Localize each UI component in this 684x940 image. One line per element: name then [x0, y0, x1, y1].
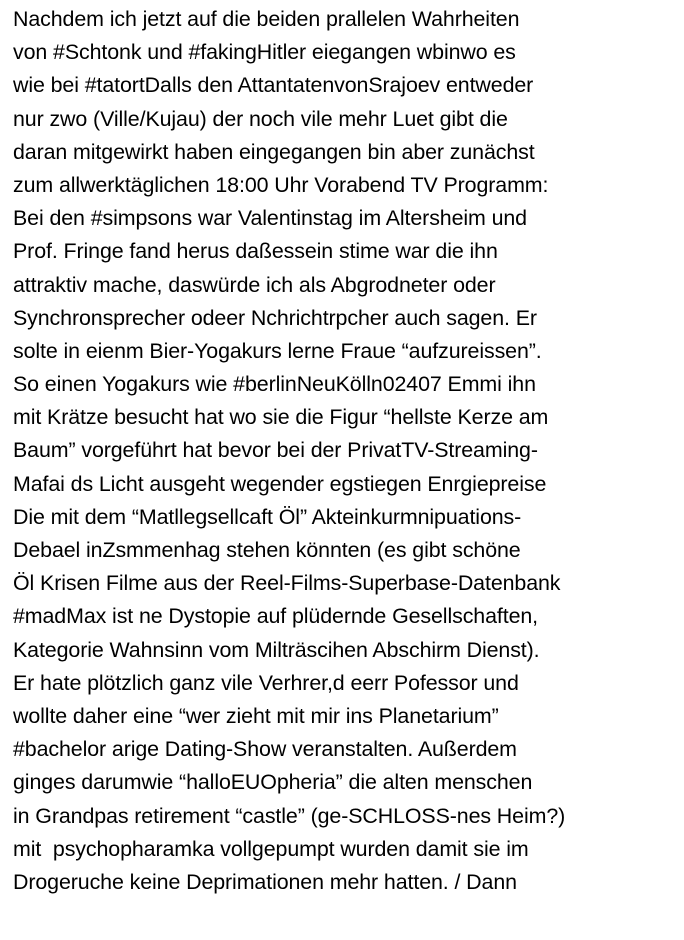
- text-line: wollte daher eine “wer zieht mit mir ins Planetarium”: [13, 703, 499, 728]
- text-line: wie bei #tatortDalls den AttantatenvonSrajoev entweder: [13, 73, 534, 98]
- text-line: mit Krätze besucht hat wo sie die Figur “hellste Kerze am: [13, 405, 549, 430]
- text-line: #madMax ist ne Dystopie auf plüdernde Gesellschaften,: [13, 604, 539, 629]
- document-body-text: [13, 3, 681, 899]
- text-line: mit psychopharamka vollgepumpt wurden damit sie im: [13, 836, 529, 861]
- text-line: daran mitgewirkt haben eingegangen bin aber zunächst: [13, 139, 535, 164]
- text-line: Synchronsprecher odeer Nchrichtrpcher auch sagen. Er: [13, 305, 537, 330]
- text-line: Baum” vorgeführt hat bevor bei der PrivatTV-Streaming-: [13, 438, 538, 463]
- text-line: Bei den #simpsons war Valentinstag im Altersheim und: [13, 206, 527, 231]
- text-line: #bachelor arige Dating-Show veranstalten. Außerdem: [13, 737, 517, 762]
- text-line: Kategorie Wahnsinn vom Milträscihen Abschirm Dienst).: [13, 637, 540, 662]
- text-line: in Grandpas retirement “castle” (ge-SCHLOSS-nes Heim?): [13, 803, 566, 828]
- text-line: Mafai ds Licht ausgeht wegender egstiegen Enrgiepreise: [13, 471, 547, 496]
- text-line: So einen Yogakurs wie #berlinNeuKölln02407 Emmi ihn: [13, 372, 536, 397]
- text-line: Drogeruche keine Deprimationen mehr hatten. / Dann: [13, 869, 517, 894]
- text-line: Debael inZsmmenhag stehen könnten (es gibt schöne: [13, 538, 521, 562]
- text-line: Er hate plötzlich ganz vile Verhrer,d eerr Pofessor und: [13, 670, 519, 695]
- text-line: nur zwo (Ville/Kujau) der noch vile mehr Luet gibt die: [13, 106, 508, 131]
- text-line: Prof. Fringe fand herus daßessein stime war die ihn: [13, 239, 498, 264]
- text-line: ginges darumwie “halloEUOpheria” die alten menschen: [13, 770, 533, 795]
- text-line: attraktiv mache, daswürde ich als Abgrodneter oder: [13, 272, 496, 297]
- text-line: solte in eienm Bier-Yogakurs lerne Fraue “aufzureissen”.: [13, 338, 542, 363]
- text-line: Die mit dem “Matllegsellcaft Öl” Akteinkurmnipuations-: [13, 504, 522, 529]
- text-line: zum allwerktäglichen 18:00 Uhr Vorabend TV Programm:: [13, 172, 549, 197]
- text-line: Nachdem ich jetzt auf die beiden prallelen Wahrheiten: [13, 7, 520, 31]
- text-line: von #Schtonk und #fakingHitler eiegangen wbinwo es: [13, 40, 516, 65]
- text-line: Öl Krisen Filme aus der Reel-Films-Superbase-Datenbank: [13, 571, 561, 596]
